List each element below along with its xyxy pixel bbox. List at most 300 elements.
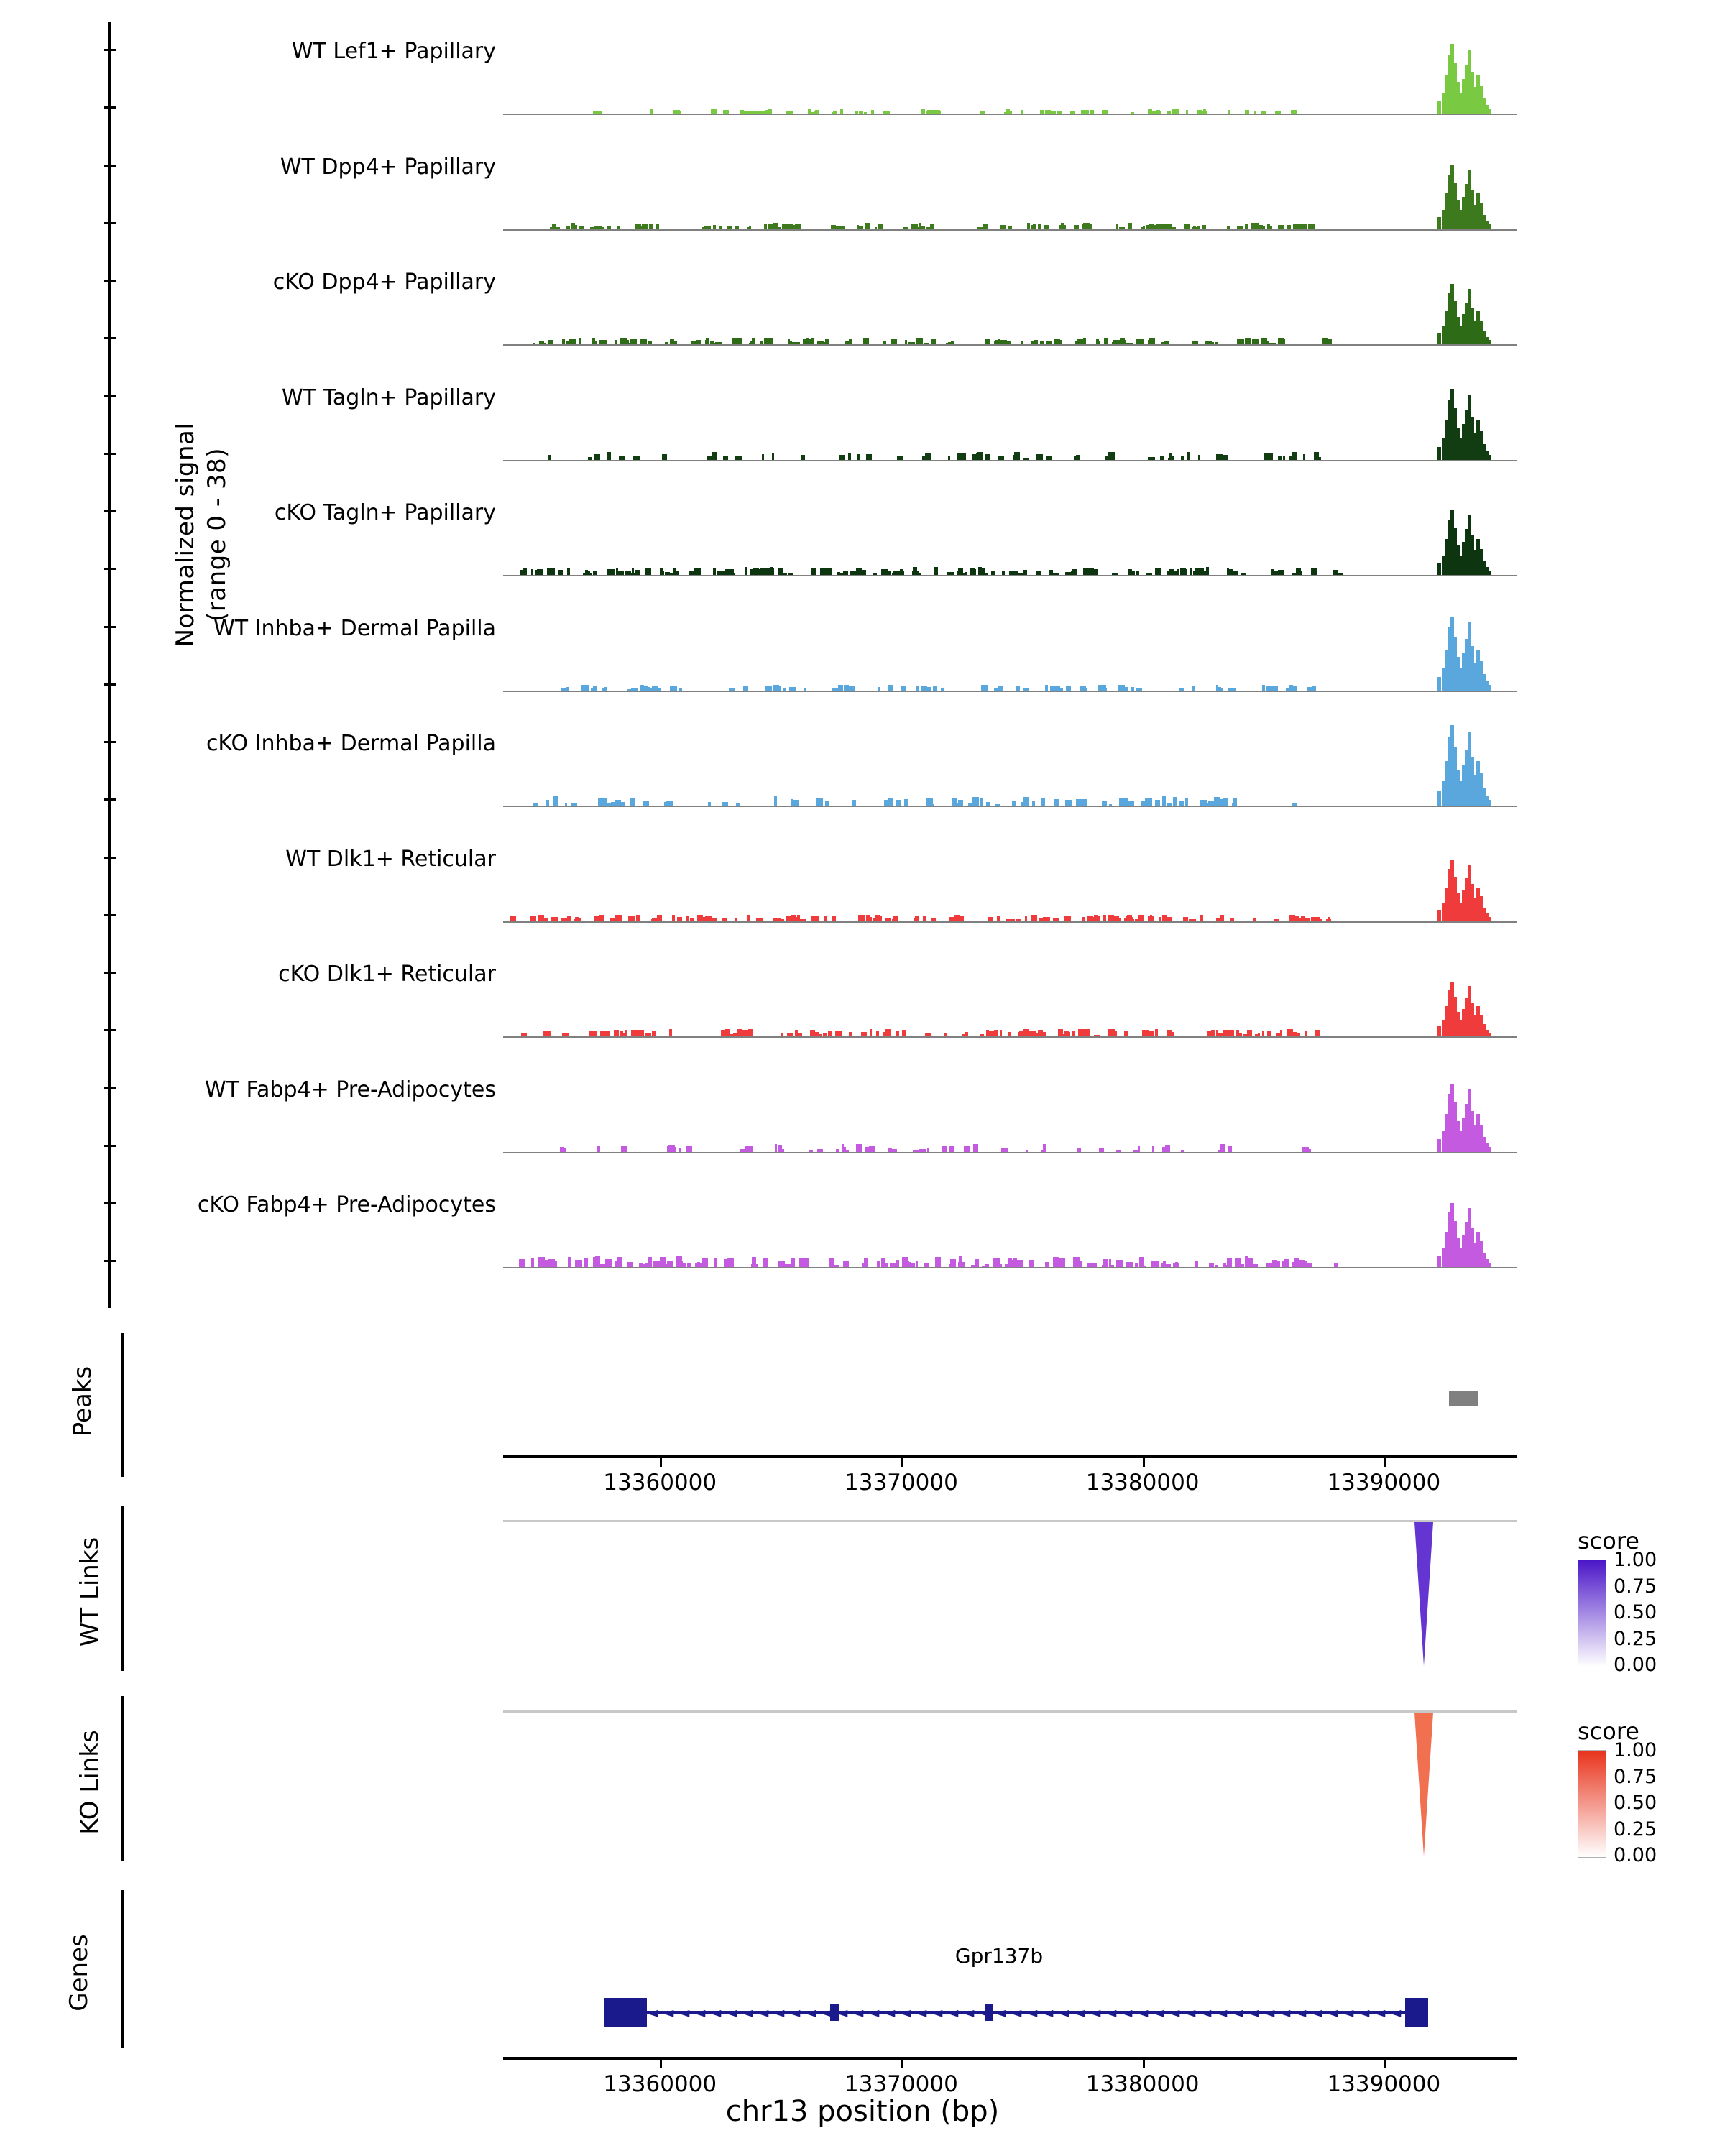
signal-bar: [1258, 1033, 1260, 1036]
signal-bar: [931, 339, 936, 344]
gene-strand-arrow-icon: ◄: [663, 2004, 674, 2021]
signal-bar: [723, 456, 728, 459]
signal-bar: [1315, 457, 1320, 460]
signal-bar: [869, 1146, 875, 1151]
signal-bar: [801, 455, 806, 459]
x-axis-tick-label: 13380000: [1085, 1470, 1200, 1496]
signal-bar: [850, 571, 857, 575]
x-axis-tick: [901, 2060, 903, 2068]
signal-bar: [599, 340, 604, 344]
signal-bar: [715, 342, 722, 344]
track-label: WT Dlk1+ Reticular: [285, 846, 496, 872]
track-baseline: [503, 921, 1517, 923]
signal-bar: [1083, 568, 1087, 575]
legend-tick-label: 0.75: [1614, 1575, 1657, 1598]
signal-bar: [1025, 916, 1027, 921]
signal-bar: [968, 803, 972, 806]
signal-bar: [714, 1258, 717, 1267]
signal-bar: [792, 342, 795, 344]
gene-strand-arrow-icon: ◄: [837, 2004, 848, 2021]
signal-bar: [1012, 801, 1016, 806]
signal-bar: [904, 799, 908, 806]
signal-bar: [747, 915, 750, 921]
signal-bar: [1267, 1031, 1271, 1036]
signal-bar: [914, 918, 918, 921]
signal-bar: [810, 112, 816, 114]
signal-bar: [926, 111, 933, 114]
signal-bar: [778, 686, 781, 690]
signal-bar: [986, 802, 990, 806]
track-baseline: [503, 114, 1517, 115]
signal-bar: [646, 687, 650, 691]
signal-bar: [859, 111, 863, 114]
gene-strand-arrow-icon: ◄: [789, 2004, 801, 2021]
signal-bar: [896, 800, 901, 806]
gene-strand-arrow-icon: ◄: [1090, 2004, 1101, 2021]
signal-bar: [790, 224, 793, 229]
signal-bar: [976, 453, 980, 460]
signal-bar: [1001, 1148, 1008, 1152]
signal-bar: [829, 1258, 834, 1267]
signal-bar: [838, 685, 843, 691]
gene-strand-arrow-icon: ◄: [1169, 2004, 1180, 2021]
signal-bar: [1006, 111, 1013, 114]
signal-bar: [711, 109, 717, 114]
signal-bar: [751, 1264, 757, 1268]
signal-bar: [533, 803, 538, 806]
x-axis-tick: [660, 2060, 662, 2068]
signal-bar: [1183, 917, 1187, 921]
track-baseline: [503, 344, 1517, 346]
signal-bar: [743, 111, 750, 114]
signal-bar: [797, 1033, 802, 1036]
signal-bar: [864, 112, 867, 114]
peaks-panel-label: Peaks: [68, 1365, 97, 1437]
signal-bar: [1184, 224, 1190, 229]
signal-bar: [1094, 1035, 1100, 1036]
signal-bar: [732, 338, 738, 344]
signal-bar: [775, 1144, 777, 1151]
signal-bar: [686, 1146, 692, 1152]
signal-bar: [1154, 225, 1156, 229]
signal-bar: [729, 688, 735, 691]
track-signal-plot: [503, 1067, 1517, 1153]
signal-bar: [1118, 685, 1122, 691]
signal-bar: [1014, 452, 1020, 460]
signal-bar: [783, 573, 785, 575]
signal-bar: [1305, 1031, 1307, 1036]
signal-bar: [1241, 573, 1246, 575]
gene-strand-arrow-icon: ◄: [647, 2004, 658, 2021]
signal-bar: [664, 802, 666, 806]
gene-exon-left[interactable]: [604, 1998, 647, 2027]
signal-bar: [1245, 339, 1249, 344]
signal-bar: [629, 343, 632, 344]
signal-bar: [981, 685, 988, 690]
signal-bar: [523, 568, 526, 575]
gene-strand-arrow-icon: ◄: [1216, 2004, 1228, 2021]
signal-bar: [604, 1031, 610, 1036]
signal-peak-bar: [1488, 109, 1491, 114]
signal-bar: [1036, 571, 1041, 575]
gene-strand-arrow-icon: ◄: [1232, 2004, 1243, 2021]
signal-bar: [1007, 341, 1011, 344]
signal-bar: [1008, 1032, 1011, 1036]
signal-peak-bar: [1438, 791, 1441, 806]
ko-links-panel-axis: [121, 1696, 124, 1861]
wt-links-legend-gradient: [1578, 1560, 1606, 1667]
x-axis-tick-label: 13380000: [1085, 2071, 1200, 2097]
legend-tick-label: 0.75: [1614, 1765, 1657, 1788]
track-signal-plot: [503, 259, 1517, 346]
signal-bar: [928, 803, 931, 806]
gene-strand-arrow-icon: ◄: [852, 2004, 864, 2021]
signal-bar: [884, 569, 888, 575]
signal-bar: [867, 917, 873, 921]
signal-bar: [1227, 1258, 1232, 1267]
signal-bar: [837, 572, 840, 575]
gene-strand-arrow-icon: ◄: [1011, 2004, 1022, 2021]
signal-bar: [1297, 224, 1304, 229]
signal-bar: [551, 919, 555, 921]
signal-bar: [632, 456, 639, 459]
signal-bar: [1171, 227, 1177, 229]
signal-bar: [537, 569, 543, 575]
signal-bar: [698, 568, 701, 575]
track-label: cKO Dlk1+ Reticular: [278, 962, 496, 987]
signal-bar: [760, 568, 765, 576]
signal-bar: [1220, 915, 1225, 921]
signal-bar: [1045, 1262, 1049, 1267]
signal-bar: [1197, 226, 1200, 229]
signal-bar: [1172, 109, 1179, 114]
signal-bar: [645, 568, 651, 575]
signal-bar: [735, 226, 739, 229]
signal-peak-bar: [1488, 340, 1491, 344]
signal-bar: [871, 110, 875, 114]
signal-bar: [710, 341, 714, 344]
signal-bar: [568, 1257, 570, 1267]
signal-bar: [791, 802, 794, 806]
signal-bar: [1055, 686, 1060, 690]
track-baseline: [503, 691, 1517, 692]
signal-bar: [1118, 1263, 1122, 1267]
signal-bar: [702, 917, 707, 921]
track-signal-plot: [503, 29, 1517, 115]
signal-bar: [927, 1148, 929, 1152]
signal-bar: [1172, 571, 1179, 575]
signal-bar: [643, 801, 649, 806]
signal-bar: [788, 573, 794, 575]
signal-bar: [1128, 801, 1134, 806]
y-axis-tick: [104, 453, 116, 455]
signal-bar: [922, 456, 926, 459]
signal-bar: [662, 454, 667, 459]
signal-bar: [642, 224, 648, 229]
signal-bar: [1105, 456, 1108, 460]
signal-bar: [727, 1258, 734, 1267]
signal-bar: [998, 686, 1003, 691]
signal-bar: [942, 1146, 947, 1152]
signal-bar: [625, 571, 631, 576]
signal-bar: [1064, 916, 1072, 921]
signal-bar: [1058, 1029, 1063, 1036]
signal-bar: [863, 338, 868, 344]
signal-bar: [1272, 571, 1279, 575]
signal-bar: [1112, 342, 1114, 344]
signal-bar: [636, 915, 640, 921]
signal-bar: [1034, 1033, 1039, 1036]
x-axis-title: chr13 position (bp): [725, 2095, 1000, 2128]
signal-bar: [822, 568, 826, 575]
signal-bar: [840, 109, 844, 114]
lower-x-axis-line: [503, 2057, 1517, 2060]
signal-bar: [721, 1030, 728, 1036]
signal-bar: [1294, 1033, 1300, 1036]
signal-bar: [980, 1035, 984, 1036]
signal-bar: [1124, 1031, 1128, 1036]
signal-bar: [1071, 111, 1074, 114]
signal-bar: [1046, 341, 1052, 344]
signal-bar: [903, 227, 909, 229]
signal-bar: [994, 341, 1000, 344]
signal-bar: [1051, 111, 1056, 114]
signal-bar: [1016, 686, 1020, 690]
signal-bar: [1116, 1150, 1121, 1151]
signal-peak-bar: [1488, 224, 1491, 229]
signal-bar: [983, 224, 989, 229]
signal-bar: [1302, 1147, 1308, 1151]
signal-bar: [665, 342, 668, 344]
signal-bar: [835, 1031, 842, 1036]
signal-bar: [1231, 571, 1238, 575]
gene-strand-arrow-icon: ◄: [1153, 2004, 1164, 2021]
signal-bar: [1112, 573, 1119, 575]
x-axis-tick-label: 13390000: [1327, 1470, 1441, 1496]
signal-bar: [923, 916, 926, 921]
signal-bar: [1309, 224, 1315, 229]
signal-bar: [571, 803, 577, 806]
track-baseline: [503, 1036, 1517, 1038]
track-label: WT Dpp4+ Papillary: [280, 154, 496, 180]
signal-bar: [1270, 226, 1272, 229]
signal-bar: [1230, 688, 1236, 690]
signal-bar: [1326, 919, 1331, 921]
signal-bar: [1216, 454, 1223, 460]
signal-bar: [901, 571, 904, 575]
signal-bar: [627, 1264, 632, 1267]
signal-bar: [1163, 1261, 1166, 1267]
signal-bar: [957, 453, 962, 459]
track-signal-plot: [503, 952, 1517, 1038]
signal-bar: [1152, 1146, 1155, 1151]
y-axis-tick: [104, 395, 116, 397]
signal-bar: [743, 686, 748, 690]
signal-bar: [763, 1258, 768, 1267]
signal-bar: [584, 1258, 588, 1267]
signal-bar: [604, 687, 607, 691]
y-axis-tick: [104, 510, 116, 512]
signal-bar: [677, 917, 683, 921]
y-axis-tick: [104, 337, 116, 339]
signal-bar: [957, 571, 962, 575]
signal-bar: [1159, 917, 1162, 921]
signal-bar: [962, 573, 967, 575]
gene-strand-arrow-icon: ◄: [1200, 2004, 1212, 2021]
signal-bar: [566, 341, 570, 344]
gene-strand-arrow-icon: ◄: [932, 2004, 943, 2021]
gene-strand-arrow-icon: ◄: [1279, 2004, 1291, 2021]
x-axis-tick-label: 13390000: [1327, 2071, 1441, 2097]
signal-bar: [607, 226, 611, 229]
signal-bar: [1027, 223, 1030, 229]
signal-bar: [1096, 339, 1099, 344]
x-axis-tick-label: 13370000: [845, 2071, 958, 2097]
signal-bar: [1128, 223, 1133, 229]
signal-bar: [916, 1261, 918, 1267]
signal-bar: [1262, 685, 1265, 691]
signal-bar: [1218, 688, 1223, 690]
signal-bar: [1072, 1031, 1076, 1036]
y-axis-tick: [104, 1202, 116, 1204]
signal-bar: [916, 686, 919, 691]
gene-strand-arrow-icon: ◄: [1184, 2004, 1196, 2021]
signal-bar: [566, 226, 570, 229]
signal-bar: [653, 1261, 659, 1267]
signal-bar: [1190, 568, 1192, 576]
signal-bar: [521, 1033, 527, 1036]
signal-bar: [510, 916, 517, 921]
signal-bar: [857, 225, 859, 229]
signal-bar: [1305, 918, 1311, 921]
signal-bar: [1251, 223, 1259, 229]
signal-bar: [1130, 343, 1133, 344]
signal-bar: [843, 1261, 849, 1267]
signal-bar: [562, 1033, 569, 1036]
signal-bar: [842, 1147, 846, 1152]
signal-bar: [840, 458, 843, 460]
signal-bar: [1122, 685, 1124, 690]
signal-bar: [1146, 573, 1152, 575]
signal-bar: [948, 456, 950, 459]
signal-bar: [1033, 224, 1036, 229]
y-axis-tick: [104, 106, 116, 109]
signal-bar: [1291, 110, 1297, 114]
signal-peak-bar: [1438, 563, 1441, 575]
signal-bar: [1246, 1258, 1253, 1267]
signal-bar: [1023, 797, 1028, 806]
signal-bar: [1131, 687, 1133, 690]
signal-bar: [727, 226, 732, 229]
signal-bar: [566, 687, 569, 690]
signal-bar: [1235, 1258, 1241, 1267]
signal-bar: [803, 339, 806, 344]
signal-bar: [965, 1032, 968, 1036]
signal-bar: [1130, 571, 1134, 575]
signal-bar: [649, 224, 653, 229]
ko-link-arc[interactable]: [1414, 1713, 1433, 1856]
wt-links-baseline: [503, 1520, 1517, 1522]
wt-link-arc[interactable]: [1414, 1522, 1433, 1666]
signal-bar: [1287, 225, 1291, 229]
peak-region-block[interactable]: [1449, 1391, 1478, 1406]
signal-bar: [1002, 571, 1005, 575]
track-label: cKO Dpp4+ Papillary: [272, 270, 496, 295]
signal-bar: [553, 1261, 557, 1267]
signal-bar: [781, 1149, 784, 1152]
signal-bar: [1263, 342, 1266, 344]
gene-name-label: Gpr137b: [954, 1944, 1044, 1968]
signal-bar: [1032, 801, 1036, 806]
signal-bar: [916, 338, 923, 344]
signal-bar: [1278, 225, 1284, 229]
signal-bar: [1119, 227, 1125, 229]
signal-bar: [615, 1261, 617, 1267]
signal-bar: [733, 1033, 738, 1036]
signal-bar: [1167, 803, 1172, 806]
signal-bar: [579, 338, 581, 344]
signal-bar: [579, 226, 584, 229]
signal-bar: [1232, 803, 1235, 806]
signal-bar: [1167, 111, 1172, 114]
signal-bar: [954, 803, 960, 806]
signal-bar: [1292, 803, 1297, 806]
signal-bar: [926, 687, 931, 690]
signal-bar: [695, 1263, 699, 1267]
signal-bar: [1109, 804, 1112, 806]
gene-strand-arrow-icon: ◄: [1058, 2004, 1070, 2021]
signal-bar: [877, 1261, 880, 1267]
signal-bar: [771, 225, 774, 229]
signal-bar: [1038, 224, 1041, 229]
signal-bar: [722, 918, 727, 921]
signal-bar: [625, 340, 629, 344]
signal-bar: [595, 1256, 600, 1267]
x-axis-tick-label: 13360000: [603, 2071, 717, 2097]
signal-bar: [964, 1146, 969, 1151]
signal-bar: [657, 915, 662, 921]
signal-bar: [924, 1263, 929, 1267]
signal-bar: [1006, 919, 1012, 921]
signal-bar: [1247, 1030, 1251, 1036]
signal-bar: [1227, 226, 1229, 229]
signal-bar: [560, 1147, 564, 1151]
signal-bar: [1222, 799, 1226, 806]
signal-bar: [708, 802, 711, 806]
track-signal-plot: [503, 837, 1517, 923]
signal-bar: [588, 457, 592, 460]
signal-bar: [1065, 800, 1070, 806]
gene-strand-arrow-icon: ◄: [694, 2004, 706, 2021]
signal-bar: [1000, 1030, 1002, 1036]
signal-bar: [1208, 801, 1215, 806]
signal-bar: [883, 111, 890, 114]
track-signal-plot: [503, 721, 1517, 807]
gene-strand-arrow-icon: ◄: [773, 2004, 785, 2021]
signal-bar: [561, 918, 566, 921]
signal-bar: [883, 341, 886, 344]
signal-bar: [809, 1150, 813, 1152]
signal-bar: [567, 568, 570, 575]
signal-bar: [601, 1032, 604, 1036]
signal-bar: [1312, 686, 1316, 691]
signal-bar: [1125, 798, 1128, 806]
signal-bar: [1147, 1031, 1154, 1036]
signal-bar: [676, 1261, 683, 1267]
signal-peak-bar: [1488, 571, 1491, 575]
signal-bar: [1167, 1030, 1172, 1036]
signal-bar: [1322, 338, 1328, 344]
